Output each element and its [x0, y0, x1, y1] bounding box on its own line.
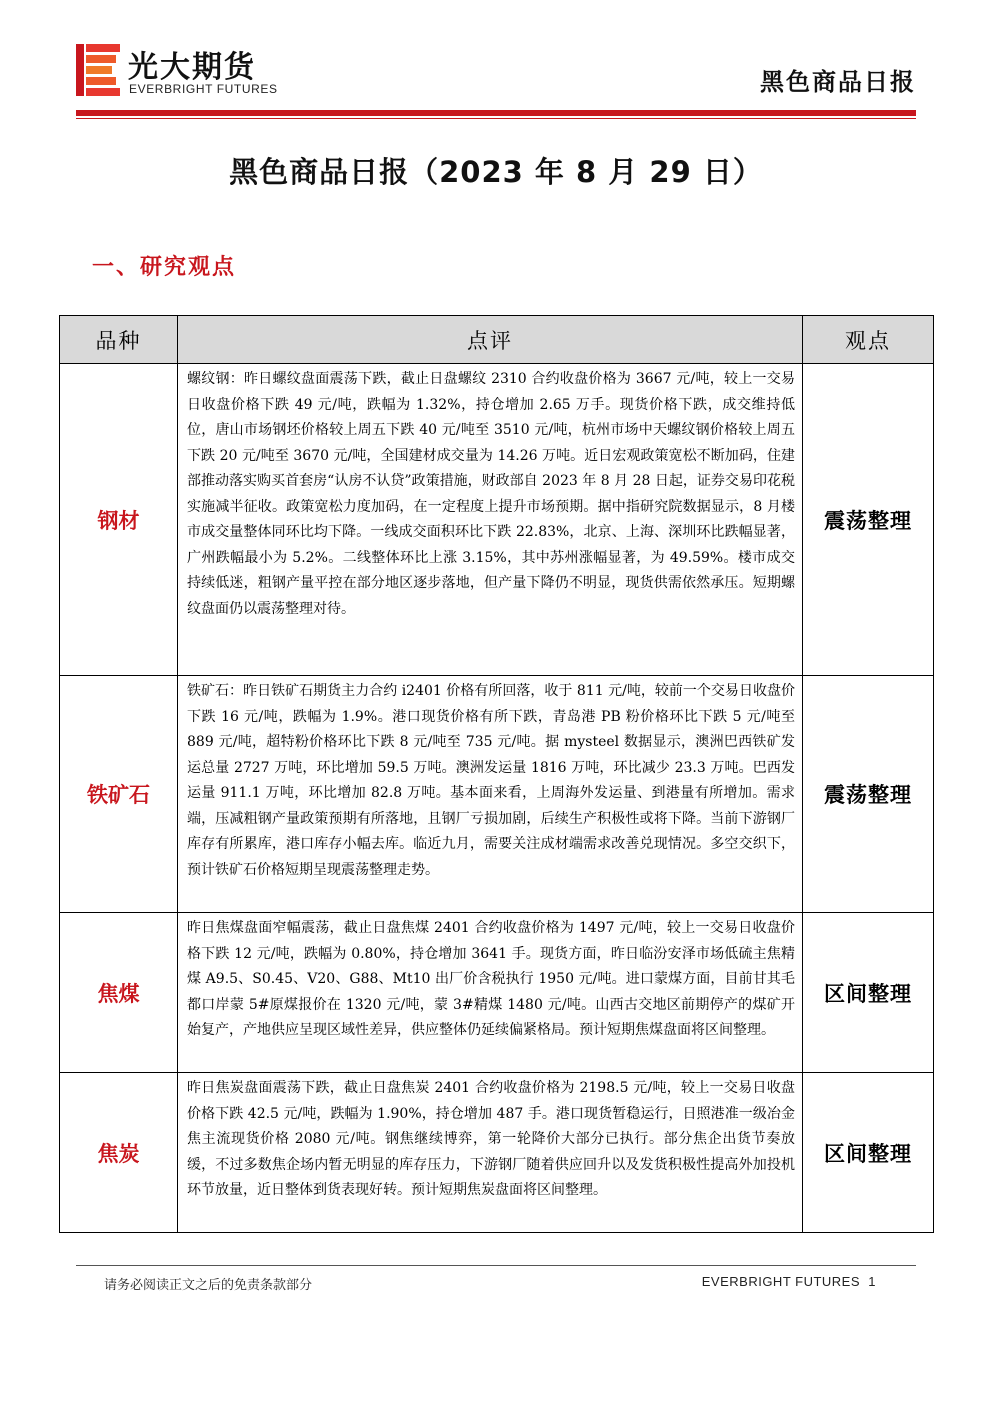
- column-header-view: 观点: [803, 316, 934, 364]
- commodity-view-table: [59, 315, 934, 1233]
- comment-cell: 昨日焦炭盘面震荡下跌，截止日盘焦炭 2401 合约收盘价格为 2198.5 元/吨，较上一交易日收盘价格下跌 42.5 元/吨，跌幅为 1.90%，持仓增加 487 手。港口现货暂稳运行，日照港准一级冶金焦主流现货价格 2080 元/吨。钢焦继续博弈，第一轮降价大部分已执行。部分焦企出货节奏放缓，不过多数焦企场内暂无明显的库存压力，下游钢厂随着供应回升以及发货积极性提高外加投机环节放量，近日整体到货表现好转。预计短期焦炭盘面将区间整理。: [178, 1073, 803, 1233]
- table-header-row: [60, 316, 934, 364]
- logo-chinese-name: 光大期货: [128, 50, 256, 85]
- everbright-logo-icon: [76, 44, 120, 96]
- table-row-steel: [60, 364, 934, 676]
- product-cell: 铁矿石: [60, 676, 178, 913]
- logo-english-name: EVERBRIGHT FUTURES: [129, 82, 278, 96]
- view-cell: 震荡整理: [803, 364, 934, 676]
- header-report-name: 黑色商品日报: [760, 68, 916, 96]
- column-header-product: 品种: [60, 316, 178, 364]
- footer-divider: [76, 1265, 916, 1266]
- table-row-iron-ore: [60, 676, 934, 913]
- header-divider: [76, 110, 916, 116]
- comment-cell: 昨日焦煤盘面窄幅震荡，截止日盘焦煤 2401 合约收盘价格为 1497 元/吨，较上一交易日收盘价格下跌 12 元/吨，跌幅为 0.80%，持仓增加 3641 手。现货方面，昨日临汾安泽市场低硫主焦精煤 A9.5、S0.45、V20、G88、Mt10 出厂价含税执行 1950 元/吨。进口蒙煤方面，目前甘其毛都口岸蒙 5#原煤报价在 1320 元/吨，蒙 3#精煤 1480 元/吨。山西古交地区前期停产的煤矿开始复产，产地供应呈现区域性差异，供应整体仍延续偏紧格局。预计短期焦煤盘面将区间整理。: [178, 913, 803, 1073]
- table-row-coking-coal: [60, 913, 934, 1073]
- view-cell: 震荡整理: [803, 676, 934, 913]
- view-cell: 区间整理: [803, 913, 934, 1073]
- table-row-coke: [60, 1073, 934, 1233]
- page-header: [76, 38, 916, 110]
- footer-brand: EVERBRIGHT FUTURES: [701, 1274, 861, 1289]
- header-divider-thin: [76, 118, 916, 119]
- page-number: 1: [868, 1274, 876, 1289]
- footer-disclaimer: 请务必阅读正文之后的免责条款部分: [104, 1278, 313, 1293]
- comment-cell: 铁矿石：昨日铁矿石期货主力合约 i2401 价格有所回落，收于 811 元/吨，较前一个交易日收盘价下跌 16 元/吨，跌幅为 1.9%。港口现货价格有所下跌，青岛港 PB 粉价格环比下跌 5 元/吨至 889 元/吨，超特粉价格环比下跌 8 元/吨至 735 元/吨。据 mysteel 数据显示，澳洲巴西铁矿发运总量 2727 万吨，环比增加 59.5 万吨。澳洲发运量 1816 万吨，环比减少 23.3 万吨。巴西发运量 911.1 万吨，环比增加 82.8 万吨。基本面来看，上周海外发运量、到港量有所增加。需求端，压减粗钢产量政策预期有所落地，且钢厂亏损加剧，后续生产积极性或将下降。当前下游钢厂库存有所累库，港口库存小幅去库。临近九月，需要关注成材端需求改善兑现情况。多空交织下，预计铁矿石价格短期呈现震荡整理走势。: [178, 676, 803, 913]
- comment-cell: 螺纹钢：昨日螺纹盘面震荡下跌，截止日盘螺纹 2310 合约收盘价格为 3667 元/吨，较上一交易日收盘价格下跌 49 元/吨，跌幅为 1.32%，持仓增加 2.65 万手。现货价格下跌，成交维持低位，唐山市场钢坯价格较上周五下跌 40 元/吨至 3510 元/吨，杭州市场中天螺纹钢价格较上周五下跌 20 元/吨至 3670 元/吨，全国建材成交量为 14.26 万吨。近日宏观政策宽松不断加码，住建部推动落实购买首套房“认房不认贷”政策措施，财政部自 2023 年 8 月 28 日起，证券交易印花税实施减半征收。政策宽松力度加码，在一定程度上提升市场预期。据中指研究院数据显示，8 月楼市成交量整体同环比均下降。一线成交面积环比下跌 22.83%，北京、上海、深圳环比跌幅显著，广州跌幅最小为 5.2%。二线整体环比上涨 3.15%，其中苏州涨幅显著，为 49.59%。楼市成交持续低迷，粗钢产量平控在部分地区逐步落地，但产量下降仍不明显，现货供需依然承压。短期螺纹盘面仍以震荡整理对待。: [178, 364, 803, 676]
- section-heading: 一、研究观点: [92, 255, 237, 280]
- document-title: 黑色商品日报（2023 年 8 月 29 日）: [229, 155, 763, 189]
- view-cell: 区间整理: [803, 1073, 934, 1233]
- product-cell: 钢材: [60, 364, 178, 676]
- column-header-comment: 点评: [178, 316, 803, 364]
- product-cell: 焦煤: [60, 913, 178, 1073]
- footer-brand-page: [702, 1274, 876, 1289]
- product-cell: 焦炭: [60, 1073, 178, 1233]
